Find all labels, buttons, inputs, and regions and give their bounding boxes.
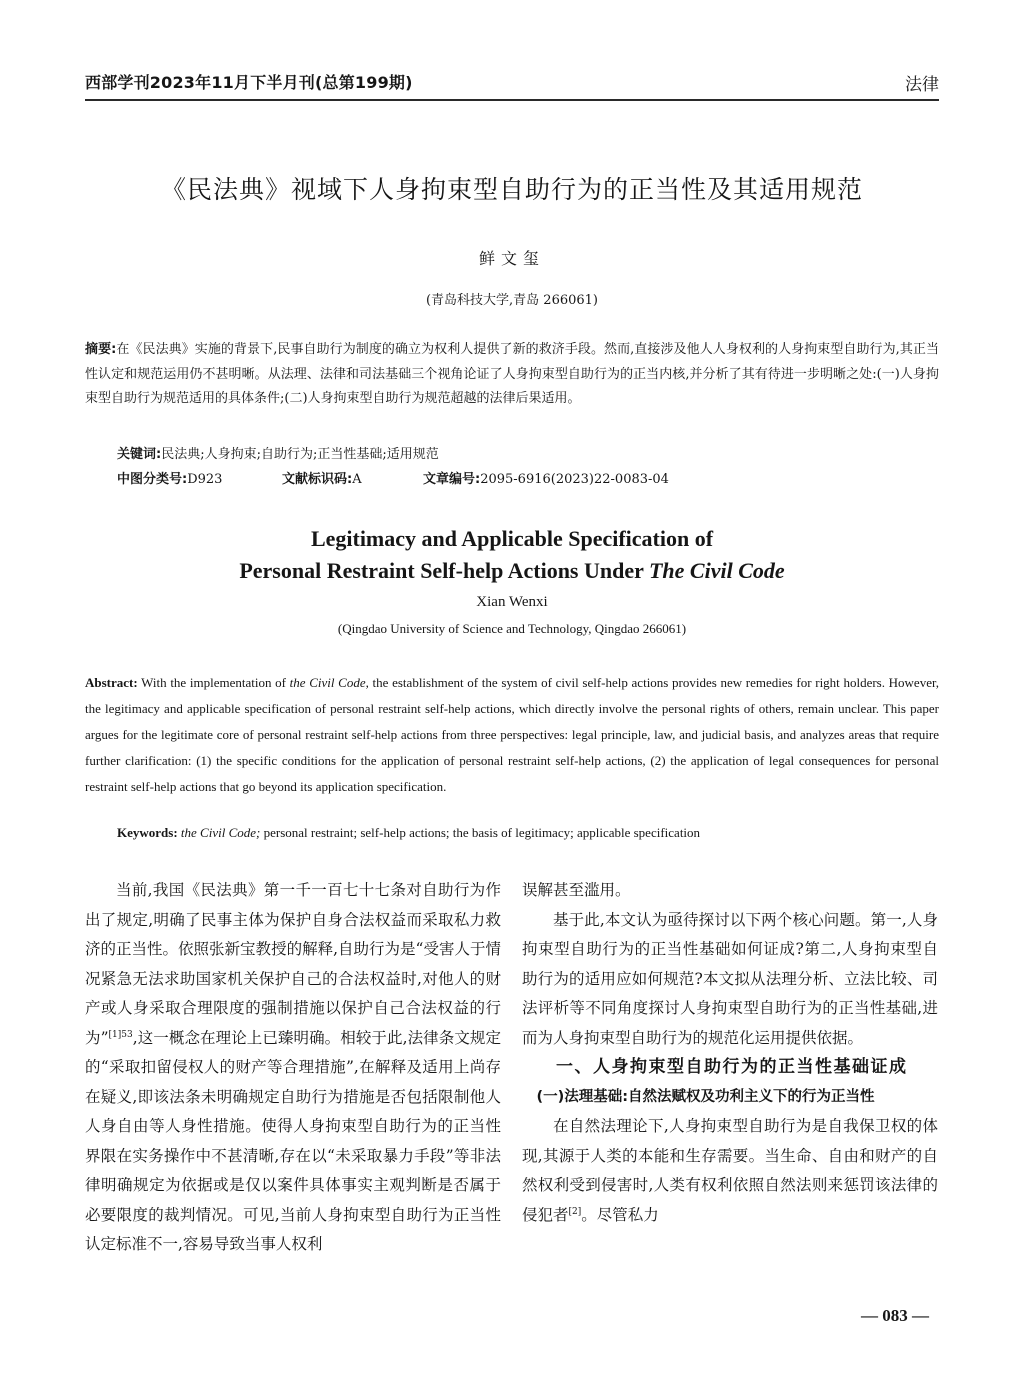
page-number: — 083 — [861,1306,929,1325]
article-label: 文章编号: [423,472,481,487]
keywords-label: 关键词: [117,447,162,462]
body-paragraph: 在自然法理论下,人身拘束型自助行为是自我保卫权的体现,其源于人类的本能和生存需要。当生命、自由和财产的自然权利受到侵害时,人类有权利依照自然法则来惩罚该法律的侵犯者[2]。尽管私力 [522,1117,938,1224]
journal-info: 西部学刊2023年11月下半月刊(总第199期) [85,73,413,92]
citation: [1]53 [108,1029,133,1040]
keywords-en: Keywords: the Civil Code; personal restraint; self-help actions; the basis of legitimacy; applicable specification [117,825,701,840]
abstract-label: 摘要: [85,342,117,357]
english-title [85,523,939,587]
body-paragraph-continued: 误解甚至滥用。 [522,881,631,899]
doc-value: A [352,472,362,487]
clc-label: 中图分类号: [117,472,188,487]
english-affiliation: (Qingdao University of Science and Technology, Qingdao 266061) [337,621,687,636]
abstract-zh [85,338,939,412]
running-header [85,64,939,100]
citation: [2] [568,1206,582,1217]
article-value: 2095-6916(2023)22-0083-04 [480,472,669,487]
abstract-en: Abstract: With the implementation of the Civil Code, the establishment of the system of civil self-help actions provides new remedies for right holders. However, the legitimacy and applicable specification of personal restraint self-help actions, which directly involve the personal rights of others, remain unclear. This paper argues for the legitimate core of personal restraint self-help actions from three perspectives: legal principle, law, and judicial basis, and analyzes areas that require further clarification: (1) the specific conditions for the application of personal restraint self-help actions, (2) the application of legal consequences for personal restraint self-help actions that go beyond its application specification. [85,675,940,794]
paper-title: 《民法典》视域下人身拘束型自助行为的正当性及其适用规范 [160,175,863,204]
keywords-text: 民法典;人身拘束;自助行为;正当性基础;适用规范 [161,447,439,462]
english-title-line2: Personal Restraint Self-help Actions Under The Civil Code [239,558,785,583]
body-paragraph: 基于此,本文认为亟待探讨以下两个核心问题。第一,人身拘束型自助行为的正当性基础如何证成?第二,人身拘束型自助行为的适用应如何规范?本文拟从法理分析、立法比较、司法评析等不同角度探讨人身拘束型自助行为的正当性基础,进而为人身拘束型自助行为的规范化运用提供依据。 [522,910,938,1047]
keywords-zh [117,443,939,462]
classification-line [117,468,669,487]
abstract-en-text: the establishment of the system of civil self-help actions provides new remedies for right holders. However, the legitimacy and applicable specification of personal restraint self-help actions, which directly involve the personal rights of others, remain unclear. This paper argues for the legitimate core of personal restraint self-help actions from three perspectives: legal principle, law, and judicial basis, and analyzes areas that require further clarification: (1) the specific conditions for the application of personal restraint self-help actions, (2) the application of legal consequences for personal restraint self-help actions that go beyond its application specification. [85,675,940,794]
abstract-en-label: Abstract: [85,675,138,690]
english-title-italic: The Civil Code [648,558,785,583]
english-title-line1: Legitimacy and Applicable Specification of [310,526,714,551]
body-left-column [85,876,501,1260]
subsection-heading: (一)法理基础:自然法赋权及功利主义下的行为正当性 [536,1088,875,1105]
section-heading: 一、人身拘束型自助行为的正当性基础证成 [556,1057,908,1077]
clc-value: D923 [187,472,223,487]
doc-label: 文献标识码: [282,472,353,487]
author-name: 鲜文玺 [478,249,545,268]
section-label: 法律 [905,75,939,95]
english-author: Xian Wenxi [476,594,548,610]
header-rule [85,99,939,101]
body-right-column [522,876,938,1230]
keywords-en-label: Keywords: [117,825,178,840]
body-paragraph: 当前,我国《民法典》第一千一百七十七条对自助行为作出了规定,明确了民事主体为保护自身合法权益而采取私力救济的正当性。依照张新宝教授的解释,自助行为是“受害人于情况紧急无法求助国家机关保护自己的合法权益时,对他人的财产或人身采取合理限度的强制措施以保护自己合法权益的行为”$^{[1]53}$,这一概念在理论上已臻明确。相较于此,法律条文规定的“采取扣留侵权人的财产等合理措施”,在解释及适用上尚存在疑义,即该法条未明确规定自助行为措施是否包括限制他人人身自由等人身性措施。使得人身拘束型自助行为的正当性界限在实务操作中不甚清晰,存在以“未采取暴力手段”等非法律明确规定为依据或是仅以案件具体事实主观判断是否属于必要限度的裁判情况。可见,当前人身拘束型自助行为正当性认定标准不一,容易导致当事人权利 [85,881,501,1253]
keywords-en-text: personal restraint; self-help actions; the basis of legitimacy; applicable specification [263,825,701,840]
affiliation: (青岛科技大学,青岛 266061) [425,293,599,308]
abstract-text: 在《民法典》实施的背景下,民事自助行为制度的确立为权利人提供了新的救济手段。然而,直接涉及他人人身权利的人身拘束型自助行为,其正当性认定和规范运用仍不甚明晰。从法理、法律和司法基础三个视角论证了人身拘束型自助行为的正当内核,并分析了其有待进一步明晰之处:(一)人身拘束型自助行为规范适用的具体条件;(二)人身拘束型自助行为规范超越的法律后果适用。 [85,342,940,406]
